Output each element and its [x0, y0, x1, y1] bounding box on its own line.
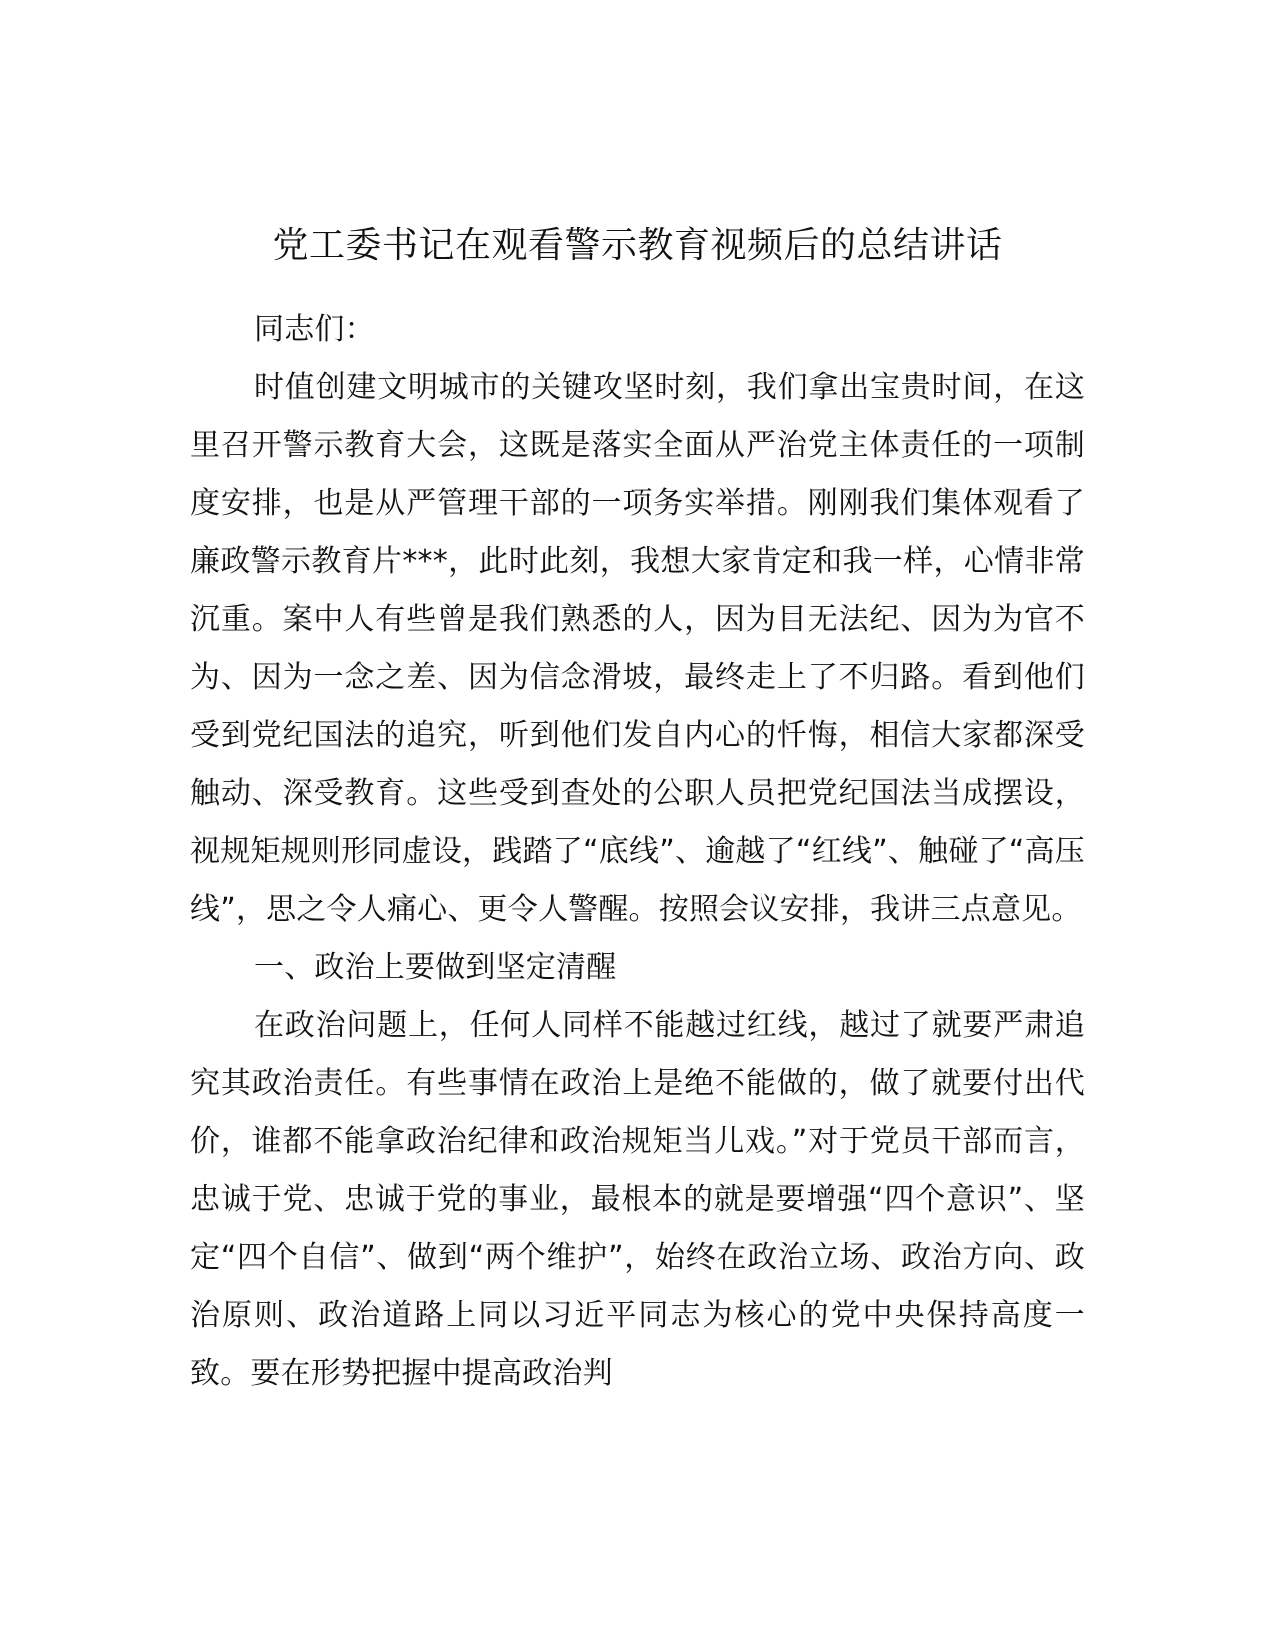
salutation: 同志们：	[254, 312, 375, 347]
document-body	[190, 301, 1085, 1403]
body-paragraph: 在政治问题上，任何人同样不能越过红线，越过了就要严肃追究其政治责任。有些事情在政治上是绝不能做的，做了就要付出代价，谁都不能拿政治纪律和政治规矩当儿戏。”对于党员干部而言，忠诚于党、忠诚于党的事业，最根本的就是要增强“四个意识”、坚定“四个自信”、做到“两个维护”，始终在政治立场、政治方向、政治原则、政治道路上同以习近平同志为核心的党中央保持高度一致。要在形势把握中提高政治判	[190, 1008, 1085, 1391]
section-heading: 一、政治上要做到坚定清醒	[254, 950, 617, 985]
body-paragraph: 时值创建文明城市的关键攻坚时刻，我们拿出宝贵时间，在这里召开警示教育大会，这既是落实全面从严治党主体责任的一项制度安排，也是从严管理干部的一项务实举措。刚刚我们集体观看了廉政警示教育片***，此时此刻，我想大家肯定和我一样，心情非常沉重。案中人有些曾是我们熟悉的人，因为目无法纪、因为为官不为、因为一念之差、因为信念滑坡，最终走上了不归路。看到他们受到党纪国法的追究，听到他们发自内心的忏悔，相信大家都深受触动、深受教育。这些受到查处的公职人员把党纪国法当成摆设，视规矩规则形同虚设，践踏了“底线”、逾越了“红线”、触碰了“高压线”，思之令人痛心、更令人警醒。按照会议安排，我讲三点意见。	[190, 370, 1085, 927]
document-title: 党工委书记在观看警示教育视频后的总结讲话	[272, 225, 1003, 266]
